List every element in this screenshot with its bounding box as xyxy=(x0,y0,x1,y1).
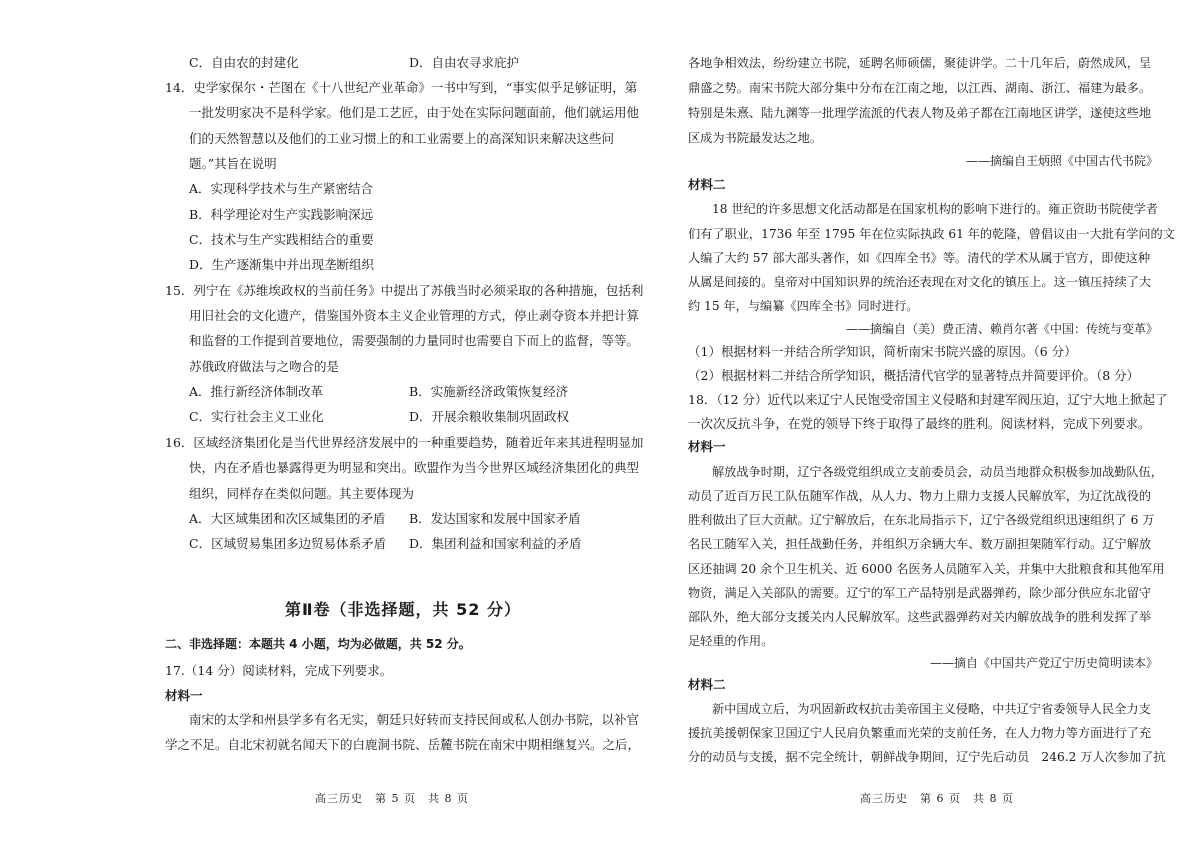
q15-option-d: D．开展余粮收集制巩固政权 xyxy=(409,409,570,424)
q14-option-c: C．技术与生产实践相结合的重要 xyxy=(189,232,374,247)
q17-task-2: （2）根据材料二并结合所学知识，概括清代官学的显著特点并简要评价。（8 分） xyxy=(688,368,1140,383)
q16-option-d: D．集团利益和国家利益的矛盾 xyxy=(409,536,582,551)
q18-line-1: 18．（12 分）近代以来辽宁人民饱受帝国主义侵略和封建军阀压迫，辽宁大地上掀起了 xyxy=(688,392,1168,407)
material1-cont-line-4: 区成为书院最发达之地。 xyxy=(688,131,823,145)
q18-material1-line-6: 物资，满足入关部队的需要。辽宁的军工产品特别是武器弹药，除少部分供应东北留守 xyxy=(688,586,1152,600)
q16-option-b: B．发达国家和发展中国家矛盾 xyxy=(409,511,581,526)
q16-line-2: 快，内在矛盾也暴露得更为明显和突出。欧盟作为当今世界区域经济集团化的典型 xyxy=(189,460,640,475)
material1-cont-line-3: 特别是朱熹、陆九渊等一批理学流派的代表人物及弟子都在江南地区讲学，遂使这些地 xyxy=(688,106,1152,120)
q18-material1-line-7: 部队外，绝大部分支援关内人民解放军。这些武器弹药对关内解放战争的胜利发挥了举 xyxy=(688,610,1152,624)
q14-option-b: B．科学理论对生产实践影响深远 xyxy=(189,207,374,222)
q18-line-2: 一次次反抗斗争，在党的领导下终于取得了最终的胜利。阅读材料，完成下列要求。 xyxy=(688,416,1151,431)
q16-line-3: 组织，同样存在类似问题。其主要体现为 xyxy=(189,486,415,501)
q14-option-a: A．实现科学技术与生产紧密结合 xyxy=(189,181,374,196)
part2-header: 二、非选择题：本题共 4 小题，均为必做题，共 52 分。 xyxy=(165,637,471,651)
q18-material2-line-2: 援抗美援朝保家卫国辽宁人民肩负繁重而光荣的支前任务，在人力物力等方面进行了充 xyxy=(688,726,1152,740)
q13-option-c: C．自由农的封建化 xyxy=(189,55,299,70)
q18-material2-line-3: 分的动员与支援，据不完全统计，朝鲜战争期间，辽宁先后动员 246.2 万人次参加了抗 xyxy=(688,750,1166,764)
right-page-footer: 高三历史 第 6 页 共 8 页 xyxy=(860,792,1014,805)
source-1: ——摘编自王炳照《中国古代书院》 xyxy=(965,154,1158,168)
q14-line-4: 题。”其旨在说明 xyxy=(189,156,277,171)
q17-material2-line-5: 约 15 年，与编纂《四库全书》同时进行。 xyxy=(688,299,919,313)
q15-line-2: 用旧社会的文化遗产，借鉴国外资本主义企业管理的方式，停止剥夺资本并把计算 xyxy=(189,308,640,323)
q15-line-3: 和监督的工作提到首要地位，需要强制的力量同时也需要自下而上的监督，等等。 xyxy=(189,333,640,348)
material1-cont-line-2: 鼎盛之势。南宋书院大部分集中分布在江南之地，以江西、湖南、浙江、福建为最多。 xyxy=(688,81,1152,95)
source-3: ——摘自《中国共产党辽宁历史简明读本》 xyxy=(929,656,1158,670)
q17-material2-label: 材料二 xyxy=(688,177,726,192)
source-2: ——摘编自（美）费正清、赖肖尔著《中国：传统与变革》 xyxy=(845,322,1158,336)
q18-material1-line-5: 区还抽调 20 余个卫生机关、近 6000 名医务人员随军入关，并集中大批粮食和其他军用 xyxy=(688,562,1165,576)
q15-line-1: 15．列宁在《苏维埃政权的当前任务》中提出了苏俄当时必须采取的各种措施，包括利 xyxy=(165,283,644,298)
q17-task-1: （1）根据材料一并结合所学知识，简析南宋书院兴盛的原因。（6 分） xyxy=(688,344,1077,359)
q18-material1-line-1: 解放战争时期，辽宁各级党组织成立支前委员会，动员当地群众积极参加战勤队伍， xyxy=(712,465,1163,479)
q17-material2-line-4: 从属是间接的。皇帝对中国知识界的统治还表现在对文化的镇压上。这一镇压持续了大 xyxy=(688,275,1152,289)
q18-material2-line-1: 新中国成立后，为巩固新政权抗击美帝国主义侵略，中共辽宁省委领导人民全力支 xyxy=(712,702,1151,716)
q17-material1-line-2: 学之不足。自北宋初就名闻天下的白鹿洞书院、岳麓书院在南宋中期相继复兴。之后， xyxy=(165,737,641,752)
q18-material1-line-2: 动员了近百万民工队伍随军作战，从人力、物力上鼎力支援人民解放军，为辽沈战役的 xyxy=(688,489,1152,503)
q16-option-a: A．大区域集团和次区域集团的矛盾 xyxy=(189,511,386,526)
q15-option-b: B．实施新经济政策恢复经济 xyxy=(409,384,569,399)
left-page-footer: 高三历史 第 5 页 共 8 页 xyxy=(315,792,469,805)
q16-option-c: C．区域贸易集团多边贸易体系矛盾 xyxy=(189,536,387,551)
q18-material1-line-8: 足轻重的作用。 xyxy=(688,634,774,648)
q13-option-d: D．自由农寻求庇护 xyxy=(409,55,520,70)
q18-material2-label: 材料二 xyxy=(688,677,726,692)
q14-line-3: 们的天然智慧以及他们的工业习惯上的和工业需要上的高深知识来解决这些问 xyxy=(189,131,615,146)
q16-line-1: 16．区域经济集团化是当代世界经济发展中的一种重要趋势，随着近年来其进程明显加 xyxy=(165,435,644,450)
q17-material1-line-1: 南宋的太学和州县学多有名无实，朝廷只好转而支持民间或私人创办书院，以补官 xyxy=(189,712,640,727)
q17-material2-line-2: 们有了职业，1736 年至 1795 年在位实际执政 61 年的乾隆，曾倡议由一大批有学问的文 xyxy=(688,227,1175,241)
q15-line-4: 苏俄政府做法与之吻合的是 xyxy=(189,359,340,374)
q17-material1-label: 材料一 xyxy=(165,688,203,703)
q14-line-2: 一批发明家决不是科学家。他们是工艺匠，由于处在实际问题面前，他们就运用他 xyxy=(189,105,640,120)
q14-option-d: D．生产逐渐集中并出现垄断组织 xyxy=(189,257,375,272)
q17-material2-line-3: 人编了大约 57 部大部头著作，如《四库全书》等。清代的学术从属于官方，即使这种 xyxy=(688,251,1151,265)
material1-cont-line-1: 各地争相效法，纷纷建立书院，延聘名师硕儒，聚徒讲学。二十几年后，蔚然成风，呈 xyxy=(688,56,1152,70)
q17-intro: 17.（14 分）阅读材料，完成下列要求。 xyxy=(165,663,393,678)
q18-material1-line-3: 胜利做出了巨大贡献。辽宁解放后，在东北局指示下，辽宁各级党组织迅速组织了 6 万 xyxy=(688,513,1155,527)
q18-material1-label: 材料一 xyxy=(688,439,726,454)
q15-option-c: C．实行社会主义工业化 xyxy=(189,409,324,424)
q14-line-1: 14．史学家保尔・芒图在《十八世纪产业革命》一书中写到，“事实似乎足够证明，第 xyxy=(165,80,638,95)
q15-option-a: A．推行新经济体制改革 xyxy=(189,384,324,399)
q18-material1-line-4: 名民工随军入关，担任战勤任务，并组织万余辆大车、数万副担架随军行动。辽宁解放 xyxy=(688,537,1152,551)
section-title: 第Ⅱ卷（非选择题，共 52 分） xyxy=(285,600,521,619)
q17-material2-line-1: 18 世纪的许多思想文化活动都是在国家机构的影响下进行的。雍正资助书院使学者 xyxy=(712,202,1158,216)
